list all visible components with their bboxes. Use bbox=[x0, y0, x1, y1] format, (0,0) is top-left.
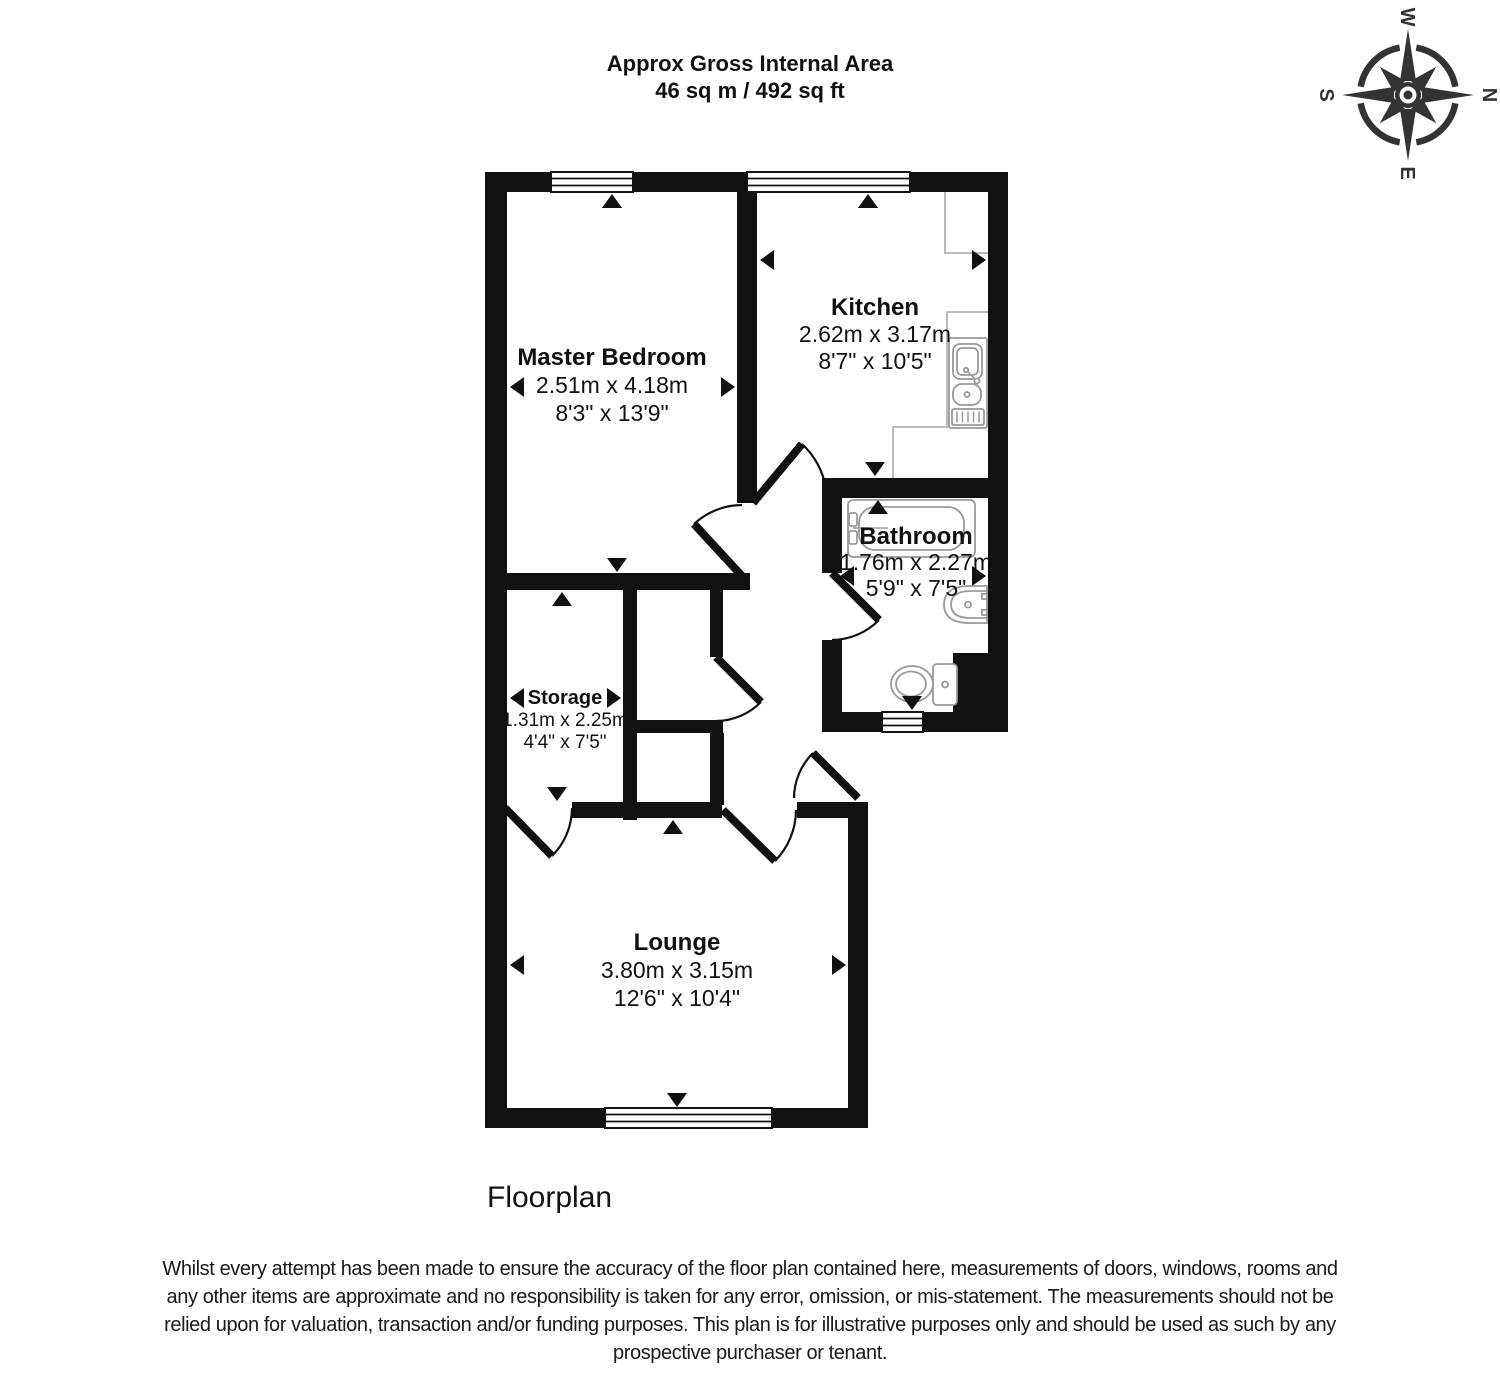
kitchen-door bbox=[753, 444, 826, 503]
compass-south-label: S bbox=[1315, 88, 1337, 102]
room-name: Lounge bbox=[633, 929, 721, 956]
compass-rose-icon bbox=[1315, 8, 1500, 180]
floorplan-caption: Floorplan bbox=[487, 1181, 613, 1214]
entrance-door bbox=[794, 753, 858, 798]
lounge-door bbox=[723, 810, 796, 861]
bedroom-door bbox=[694, 505, 742, 576]
disclaimer-line: any other items are approximate and no responsibility is taken for any error, omission, or mis-statement. The measurements should not be bbox=[166, 1286, 1334, 1308]
room-dimension-metric: 1.31m x 2.25m bbox=[502, 710, 628, 731]
walls-layer bbox=[485, 172, 1008, 1128]
room-name: Storage bbox=[527, 687, 603, 709]
room-label-kitchen bbox=[799, 294, 951, 374]
disclaimer-line: Whilst every attempt has been made to ensure the accuracy of the floor plan contained here, measurements of doors, windows, rooms and bbox=[162, 1258, 1338, 1280]
disclaimer bbox=[162, 1258, 1337, 1364]
room-dimension-imperial: 5'9" x 7'5" bbox=[865, 575, 967, 601]
title-block bbox=[607, 51, 894, 103]
room-label-master-bedroom bbox=[517, 344, 706, 426]
room-dimension-metric: 2.51m x 4.18m bbox=[535, 372, 689, 398]
compass-north-label: N bbox=[1478, 87, 1500, 103]
room-name: Bathroom bbox=[859, 523, 973, 550]
kitchen-window bbox=[747, 172, 910, 192]
room-name: Kitchen bbox=[830, 294, 920, 321]
room-dimension-metric: 1.76m x 2.27m bbox=[839, 549, 993, 575]
room-dimension-metric: 3.80m x 3.15m bbox=[600, 957, 754, 983]
hall-cupboard-door bbox=[716, 657, 761, 721]
bedroom-window bbox=[551, 172, 633, 192]
title-line1: Approx Gross Internal Area bbox=[606, 51, 894, 76]
room-dimension-imperial: 8'3" x 13'9" bbox=[555, 400, 669, 426]
room-dimension-imperial: 8'7" x 10'5" bbox=[818, 348, 932, 374]
toilet-icon bbox=[891, 664, 957, 705]
room-label-lounge bbox=[601, 929, 753, 1011]
disclaimer-line: prospective purchaser or tenant. bbox=[612, 1342, 888, 1364]
room-name: Master Bedroom bbox=[517, 344, 707, 371]
room-dimension-imperial: 12'6" x 10'4" bbox=[613, 985, 741, 1011]
room-dimension-metric: 2.62m x 3.17m bbox=[798, 321, 952, 347]
kitchen-sink-icon bbox=[949, 338, 987, 428]
lounge-window bbox=[605, 1108, 772, 1128]
disclaimer-line: relied upon for valuation, transaction and/or funding purposes. This plan is for illustrative purposes only and should be used as such by any bbox=[164, 1314, 1336, 1336]
title-line2: 46 sq m / 492 sq ft bbox=[655, 78, 845, 103]
bathroom-window bbox=[882, 712, 923, 732]
compass-west-label: W bbox=[1396, 7, 1418, 27]
room-dimension-imperial: 4'4" x 7'5" bbox=[523, 732, 607, 753]
compass-east-label: E bbox=[1396, 166, 1418, 180]
storage-door bbox=[505, 808, 572, 856]
